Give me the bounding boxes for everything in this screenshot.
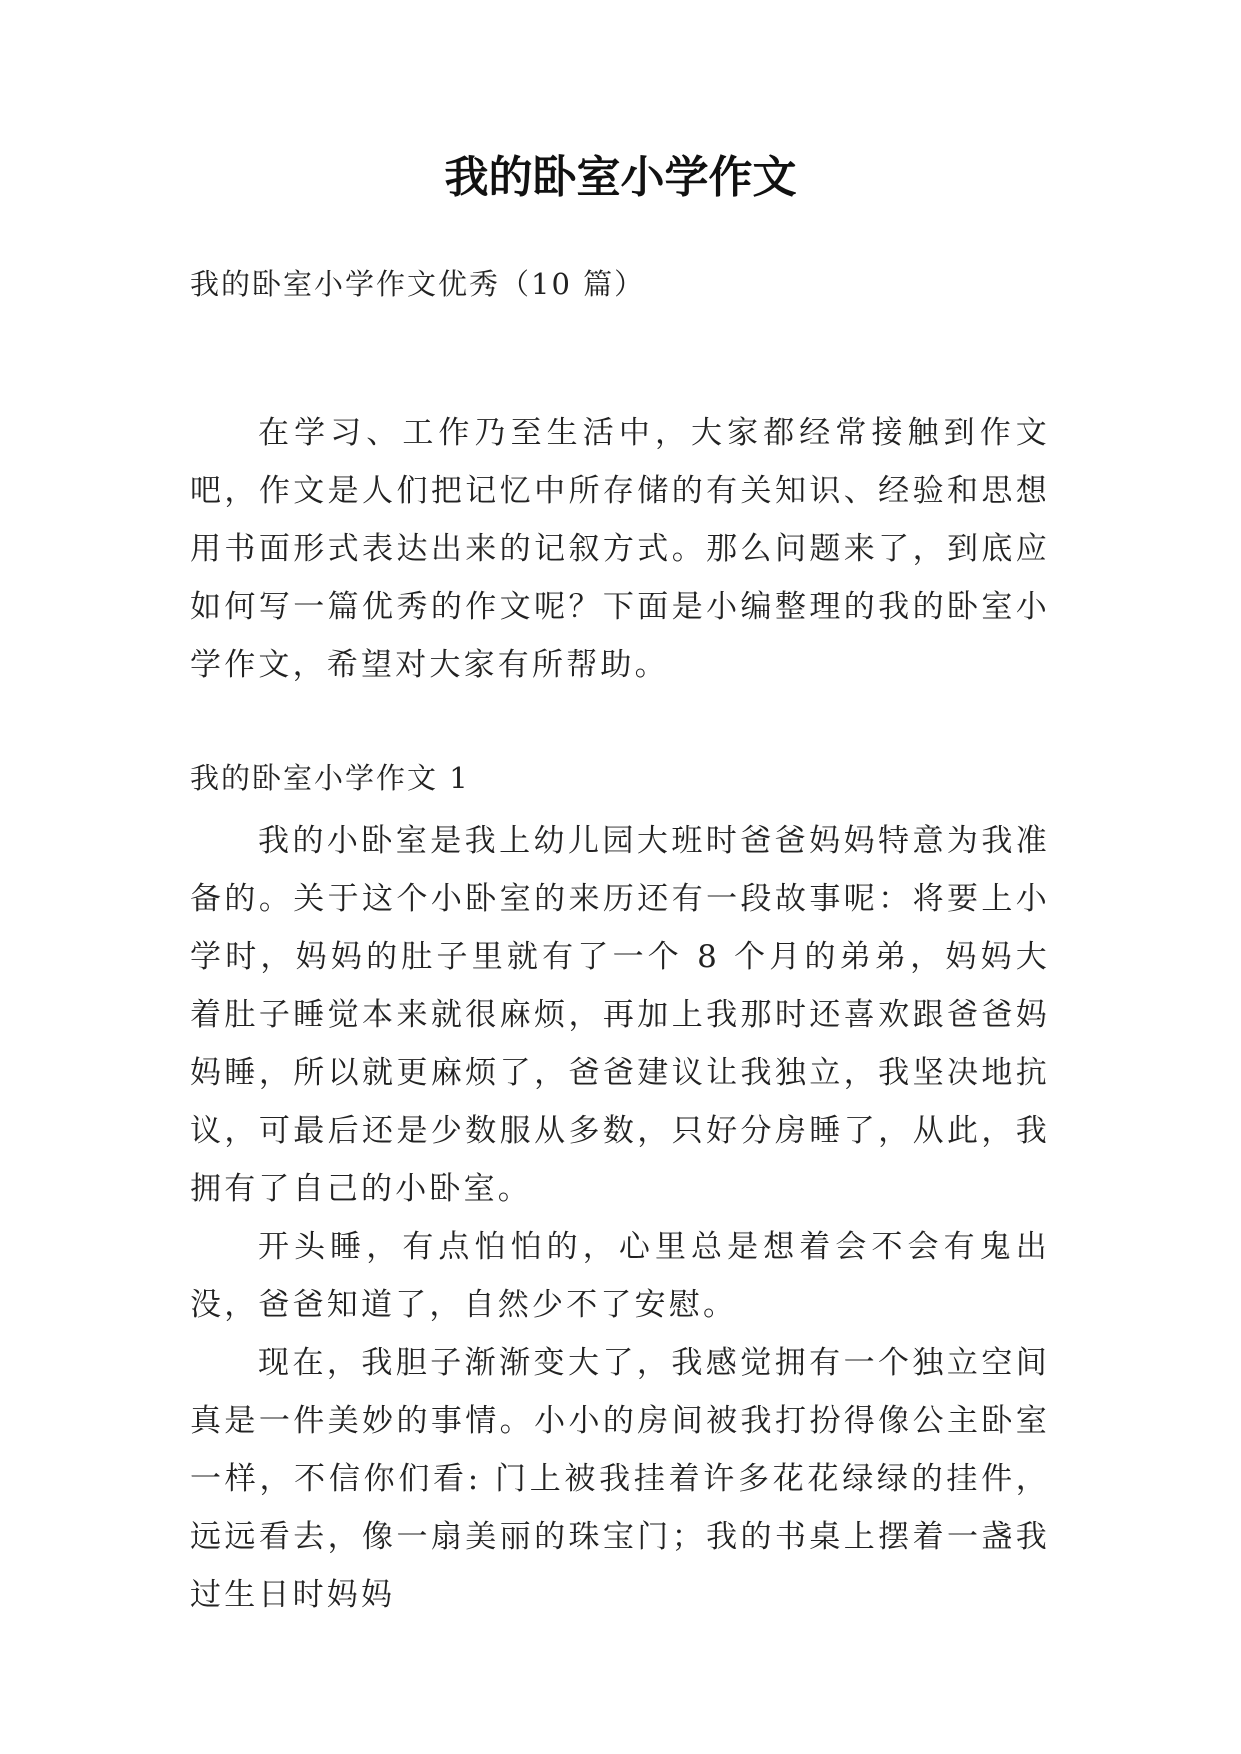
intro-paragraph: 在学习、工作乃至生活中，大家都经常接触到作文吧，作文是人们把记忆中所存储的有关知识、经验和思想用书面形式表达出来的记叙方式。那么问题来了，到底应如何写一篇优秀的作文呢？下面是小编整理的我的卧室小学作文，希望对大家有所帮助。 (190, 415, 1050, 683)
body-paragraph: 我的小卧室是我上幼儿园大班时爸爸妈妈特意为我准备的。关于这个小卧室的来历还有一段故事呢：将要上小学时，妈妈的肚子里就有了一个 8 个月的弟弟，妈妈大着肚子睡觉本来就很麻烦，再加上我那时还喜欢跟爸爸妈妈睡，所以就更麻烦了，爸爸建议让我独立，我坚决地抗议，可最后还是少数服从多数，只好分房睡了，从此，我拥有了自己的小卧室。 (190, 823, 1050, 1207)
document-title: 我的卧室小学作文 (444, 152, 797, 203)
section-heading: 我的卧室小学作文 1 (190, 761, 470, 795)
document-subtitle: 我的卧室小学作文优秀（10 篇） (190, 267, 646, 301)
body-paragraph: 现在，我胆子渐渐变大了，我感觉拥有一个独立空间真是一件美妙的事情。小小的房间被我打扮得像公主卧室一样，不信你们看: 门上被我挂着许多花花绿绿的挂件，远远看去，像一扇美丽的珠宝门；我的书桌上摆着一盏我过生日时妈妈 (190, 1345, 1050, 1613)
body-paragraph: 开头睡，有点怕怕的，心里总是想着会不会有鬼出没，爸爸知道了，自然少不了安慰。 (190, 1229, 1050, 1323)
section-body (190, 812, 1050, 1624)
